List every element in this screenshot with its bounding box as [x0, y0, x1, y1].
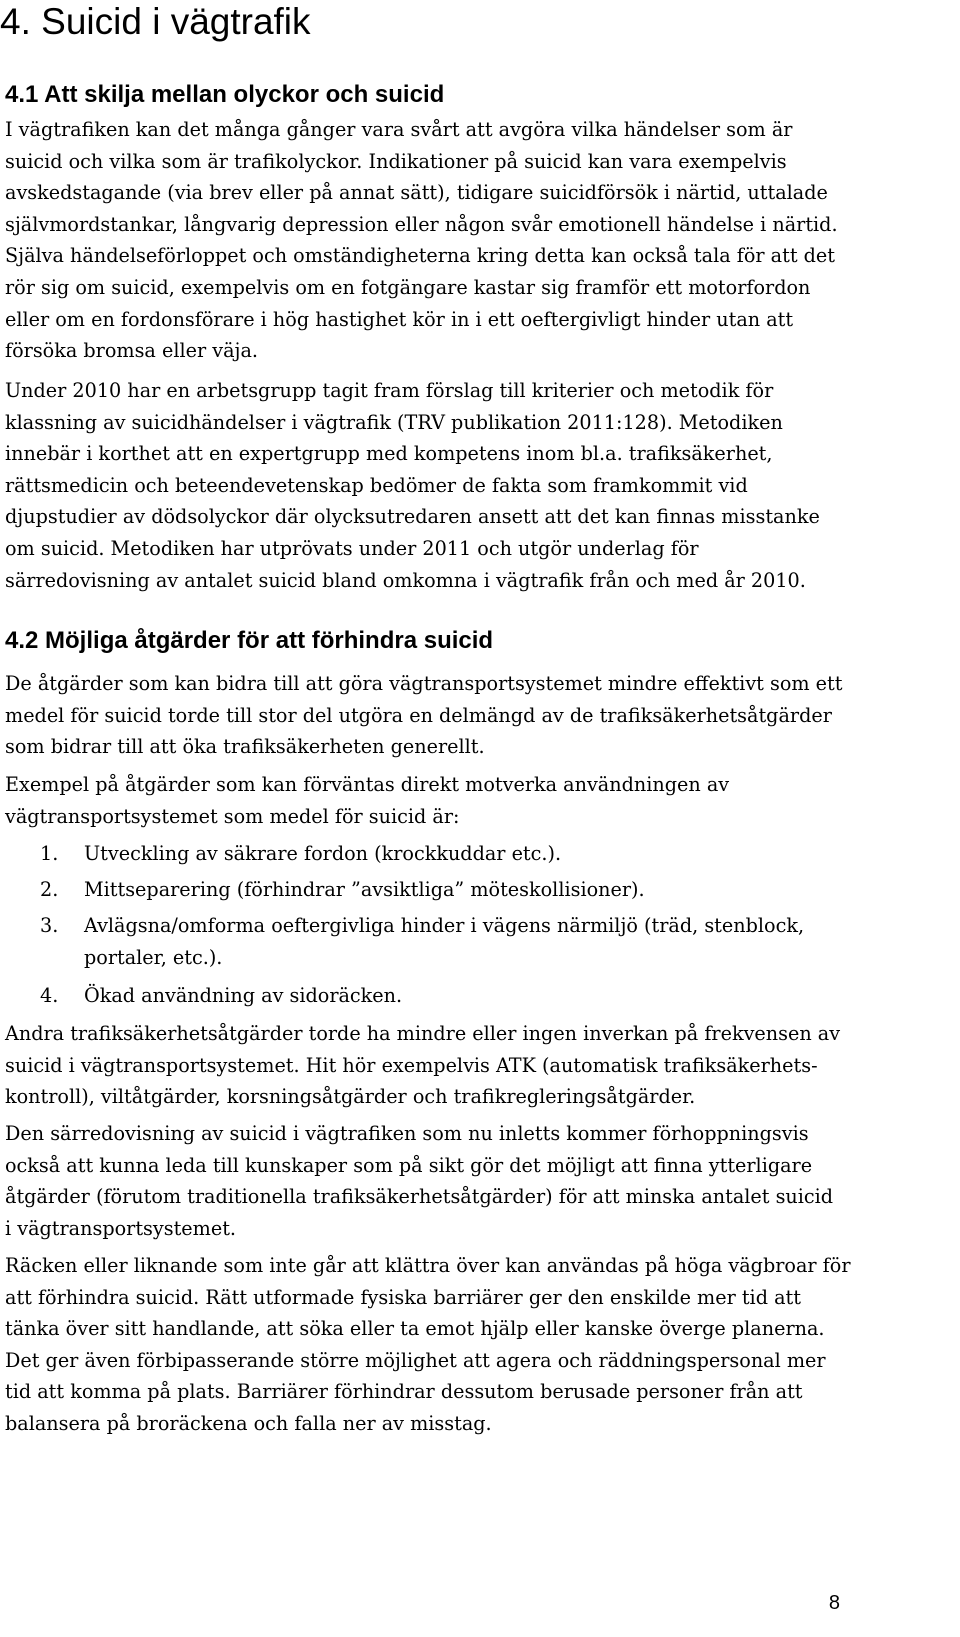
list-item-number: 1. — [40, 842, 59, 865]
paragraph: I vägtrafiken kan det många gånger vara svårt att avgöra vilka händelser som är suicid och vilka som är trafikolyckor. Indikationer på suicid kan vara exempelvis avskedstagande (via brev eller på annat sätt), tidigare suicidförsök i närtid, uttalade självmordstankar, långvarig depression eller någon svår emotionell händelse i närtid. Själva händelseförloppet och omständigheterna kring detta kan också tala för att det rör sig om suicid, exempelvis om en fotgängare kastar sig framför ett motorfordon eller om en fordonsförare i hög hastighet kör in i ett oeftergivligt hinder utan att försöka bromsa eller väja. — [5, 118, 838, 363]
list-item-number: 4. — [40, 984, 59, 1007]
paragraph: Andra trafiksäkerhetsåtgärder torde ha mindre eller ingen inverkan på frekvensen av suicid i vägtransportsystemet. Hit hör exempelvis ATK (automatisk trafiksäkerhets- kontroll), viltåtgärder, korsningsåtgärder och trafikregleringsåtgärder. — [5, 1022, 841, 1109]
list-item-number: 2. — [40, 878, 59, 901]
page-number: 8 — [828, 1592, 840, 1614]
list-item-number: 3. — [40, 914, 59, 937]
section-heading-4-1: 4.1 Att skilja mellan olyckor och suicid — [5, 81, 445, 108]
list-item-text: Avlägsna/omforma oeftergivliga hinder i vägens närmiljö (träd, stenblock, portaler, etc.). — [84, 914, 805, 969]
list-item-text: Ökad användning av sidoräcken. — [84, 984, 403, 1007]
paragraph: Exempel på åtgärder som kan förväntas direkt motverka användningen av vägtransportsystemet som medel för suicid är: — [5, 773, 730, 828]
list-item-text: Utveckling av säkrare fordon (krockkuddar etc.). — [84, 842, 562, 865]
paragraph: Under 2010 har en arbetsgrupp tagit fram förslag till kriterier och metodik för klassning av suicidhändelser i vägtrafik (TRV publikation 2011:128). Metodiken innebär i korthet att en expertgrupp med kompetens inom bl.a. trafiksäkerhet, rättsmedicin och beteendevetenskap bedömer de fakta som framkommit vid djupstudier av dödsolyckor där olycksutredaren ansett att det kan finnas misstanke om suicid. Metodiken har utprövats under 2011 och utgör underlag för särredovisning av antalet suicid bland omkomna i vägtrafik från och med år 2010. — [5, 379, 820, 592]
list-item — [40, 980, 955, 1012]
page-title: 4. Suicid i vägtrafik — [0, 1, 311, 42]
section-heading-4-2: 4.2 Möjliga åtgärder för att förhindra suicid — [5, 627, 494, 654]
list-item — [40, 910, 955, 973]
paragraph: Den särredovisning av suicid i vägtrafiken som nu inletts kommer förhoppningsvis också att kunna leda till kunskaper som på sikt gör det möjligt att finna ytterligare åtgärder (förutom traditionella trafiksäkerhetsåtgärder) för att minska antalet suicid i vägtransportsystemet. — [5, 1122, 834, 1240]
list-item — [40, 838, 955, 870]
list-item — [40, 874, 955, 906]
paragraph: Räcken eller liknande som inte går att klättra över kan användas på höga vägbroar för att förhindra suicid. Rätt utformade fysiska barriärer ger den enskilde mer tid att tänka över sitt handlande, att söka eller ta emot hjälp eller kanske överge planerna. Det ger även förbipasserande större möjlighet att agera och räddningspersonal mer tid att komma på plats. Barriärer förhindrar dessutom berusade personer från att balansera på broräckena och falla ner av misstag. — [5, 1254, 851, 1435]
paragraph: De åtgärder som kan bidra till att göra vägtransportsystemet mindre effektivt som ett medel för suicid torde till stor del utgöra en delmängd av de trafiksäkerhetsåtgärder som bidrar till att öka trafiksäkerheten generellt. — [5, 672, 843, 759]
list-item-text: Mittseparering (förhindrar ”avsiktliga” möteskollisioner). — [84, 878, 645, 901]
